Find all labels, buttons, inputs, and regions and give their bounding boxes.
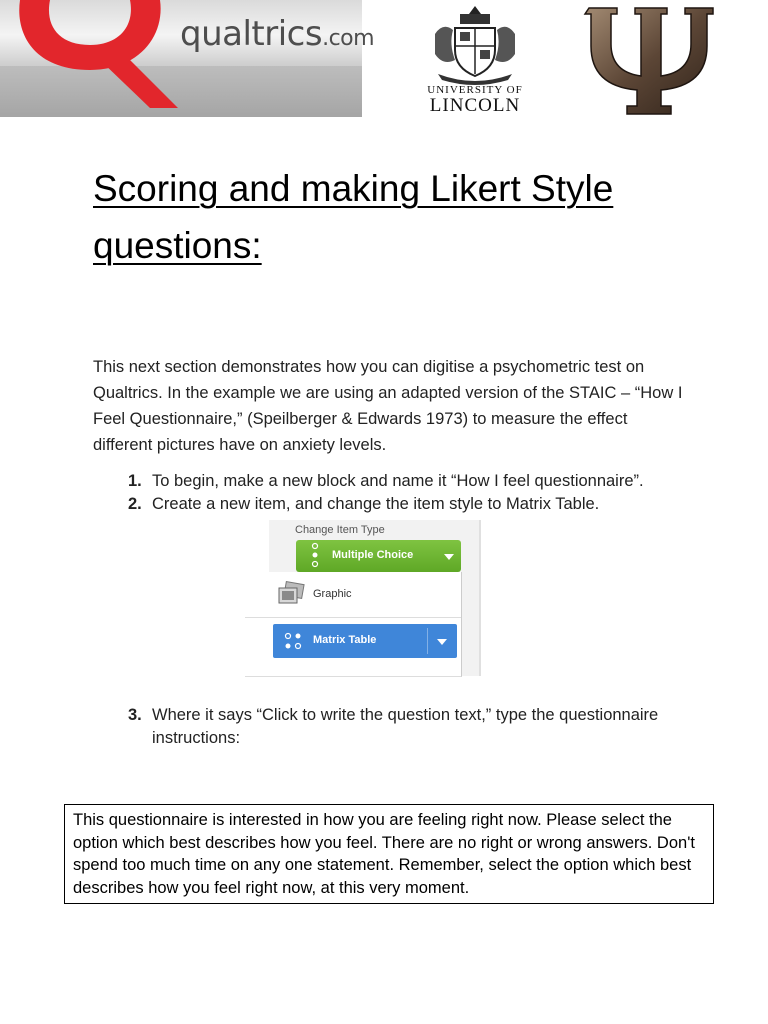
crest-icon <box>430 4 520 82</box>
change-item-type-label: Change Item Type <box>295 524 385 536</box>
step-text: To begin, make a new block and name it “How I feel questionnaire”. <box>152 472 644 490</box>
change-item-type-screenshot <box>245 520 479 676</box>
steps-list-1-2 <box>128 470 728 516</box>
step-number: 2. <box>128 495 142 513</box>
item-type-menu <box>245 572 462 677</box>
wordmark-suffix: .com <box>322 26 375 51</box>
chevron-down-icon <box>444 554 454 560</box>
university-of-lincoln-logo <box>405 0 545 117</box>
wordmark-text: qualtrics <box>180 14 323 54</box>
matrix-grid-icon <box>283 632 305 650</box>
matrix-table-button <box>273 624 457 658</box>
page-title: Scoring and making Likert Style questions: <box>93 168 614 266</box>
menu-divider <box>245 617 461 618</box>
multiple-choice-label: Multiple Choice <box>332 549 414 561</box>
step-text: Where it says “Click to write the question text,” type the questionnaire instructions: <box>152 706 659 747</box>
list-item <box>128 704 728 750</box>
university-line1: UNIVERSITY OF <box>427 84 523 96</box>
qualtrics-wordmark <box>180 14 374 54</box>
list-item <box>128 493 728 516</box>
qualtrics-q-icon <box>0 0 180 117</box>
questionnaire-instructions-box: This questionnaire is interested in how you are feeling right now. Please select the option which best describes how you feel. There are no right or wrong answers. Don't spend too much time on any one statement. Remember, select the option which best describes how you feel right now, at this very moment. <box>64 804 714 904</box>
chevron-down-icon <box>437 639 447 645</box>
graphic-label: Graphic <box>313 588 352 600</box>
multiple-choice-button <box>296 540 461 572</box>
intro-paragraph: This next section demonstrates how you can digitise a psychometric test on Qualtrics. In the example we are using an adapted version of the STAIC – “How I Feel Questionnaire,” (Speilberger & Edwards 1973) to measure the effect different pictures have on anxiety levels. <box>93 358 683 454</box>
step-number: 1. <box>128 472 142 490</box>
steps-list-3 <box>128 704 728 750</box>
step-text: Create a new item, and change the item style to Matrix Table. <box>152 495 600 513</box>
graphic-icon <box>277 582 305 606</box>
qualtrics-logo <box>0 0 375 117</box>
radio-dots-icon <box>310 542 320 570</box>
step-number: 3. <box>128 706 142 724</box>
matrix-table-label: Matrix Table <box>313 634 377 646</box>
psi-icon <box>584 0 729 117</box>
button-divider <box>427 628 428 654</box>
list-item <box>128 470 728 493</box>
university-line2: LINCOLN <box>429 95 521 116</box>
